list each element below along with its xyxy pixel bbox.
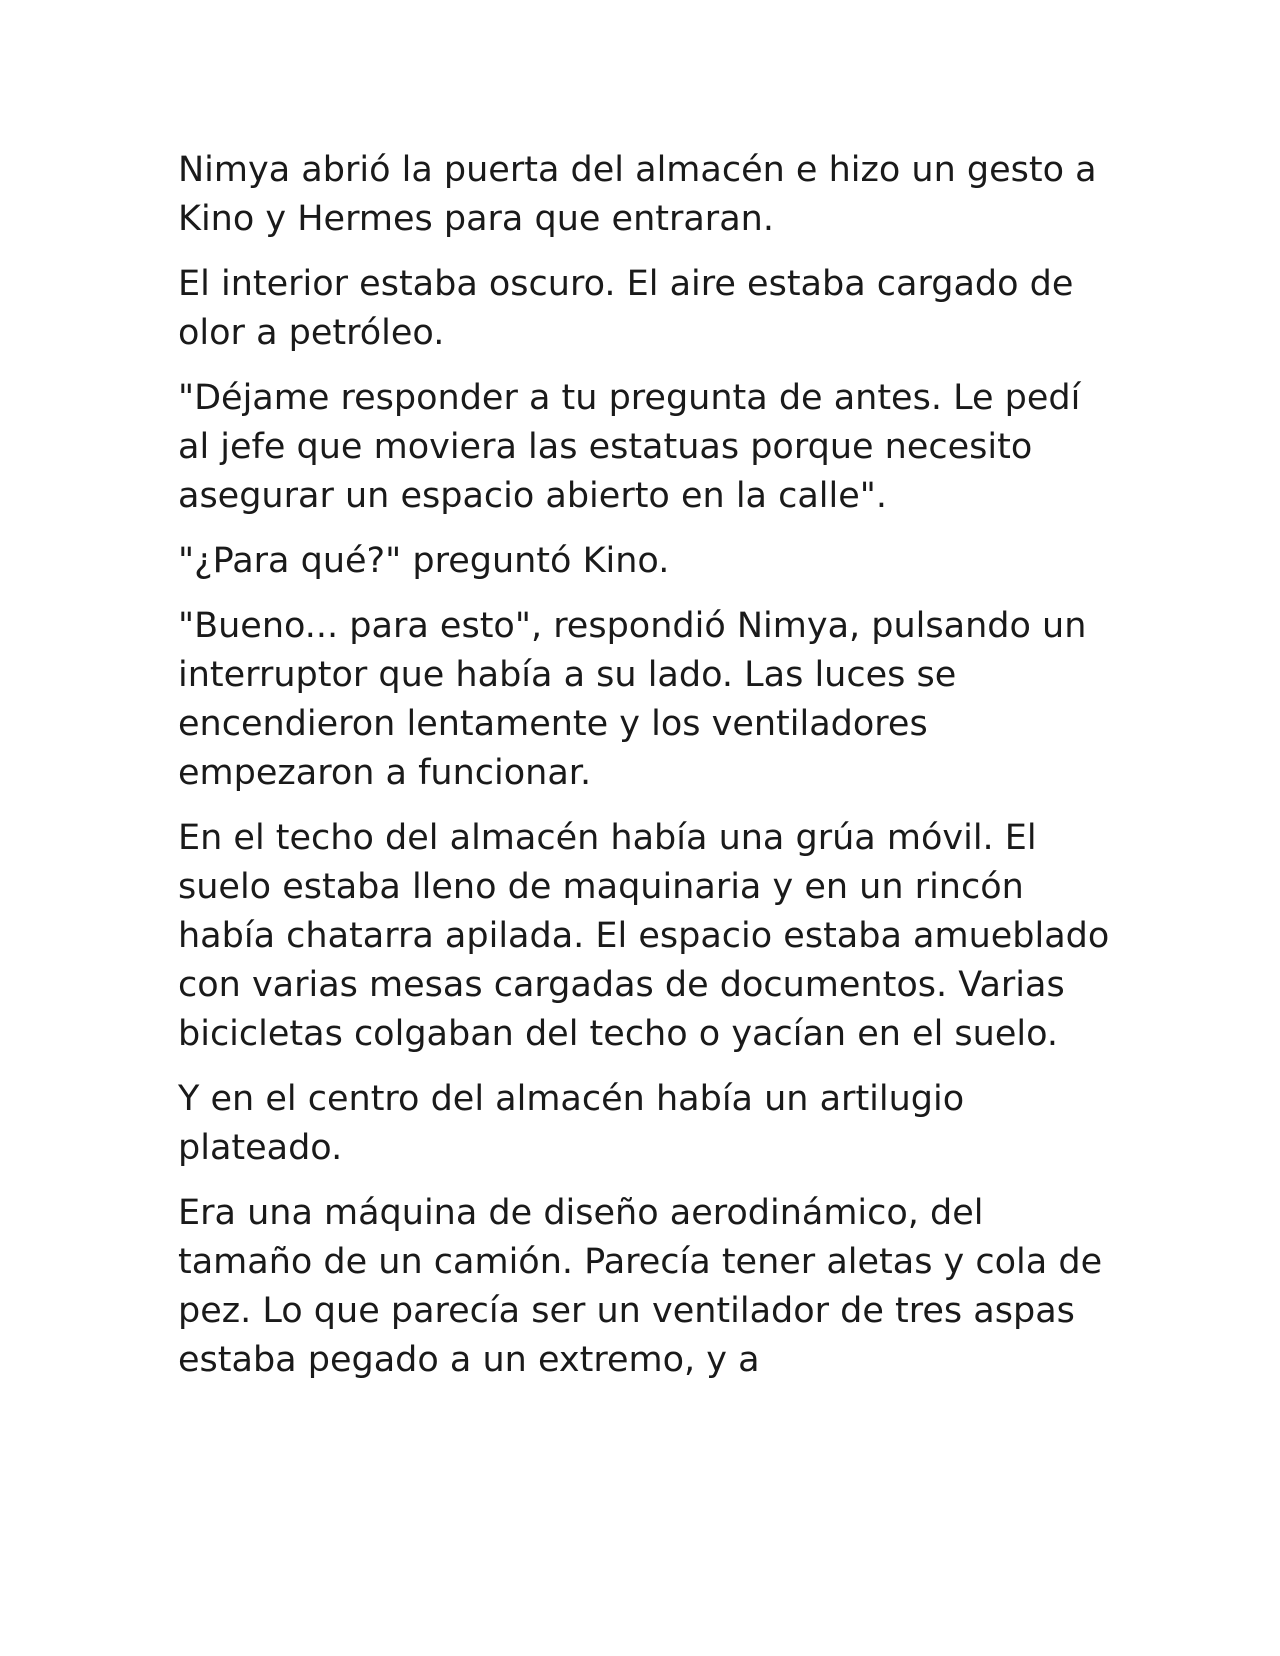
paragraph: El interior estaba oscuro. El aire estaba cargado de olor a petróleo. [178,264,1074,353]
paragraph: "Bueno... para esto", respondió Nimya, pulsando un interruptor que había a su lado. Las luces se encendieron lentamente y los ventiladores empezaron a funcionar. [178,606,1087,793]
paragraph: "¿Para qué?" preguntó Kino. [178,541,670,581]
paragraph: Y en el centro del almacén había un artilugio plateado. [178,1079,965,1168]
paragraph: En el techo del almacén había una grúa móvil. El suelo estaba lleno de maquinaria y en un rincón había chatarra apilada. El espacio estaba amueblado con varias mesas cargadas de documentos. Varias bicicletas colgaban del techo o yacían en el suelo. [178,818,1110,1054]
document-page [178,146,1118,1401]
paragraph: Nimya abrió la puerta del almacén e hizo un gesto a Kino y Hermes para que entraran. [178,150,1097,239]
paragraph: Era una máquina de diseño aerodinámico, del tamaño de un camión. Parecía tener aletas y cola de pez. Lo que parecía ser un ventilador de tres aspas estaba pegado a un extremo, y a [178,1193,1103,1380]
paragraph: "Déjame responder a tu pregunta de antes. Le pedí al jefe que moviera las estatuas porque necesito asegurar un espacio abierto en la calle". [178,378,1081,516]
